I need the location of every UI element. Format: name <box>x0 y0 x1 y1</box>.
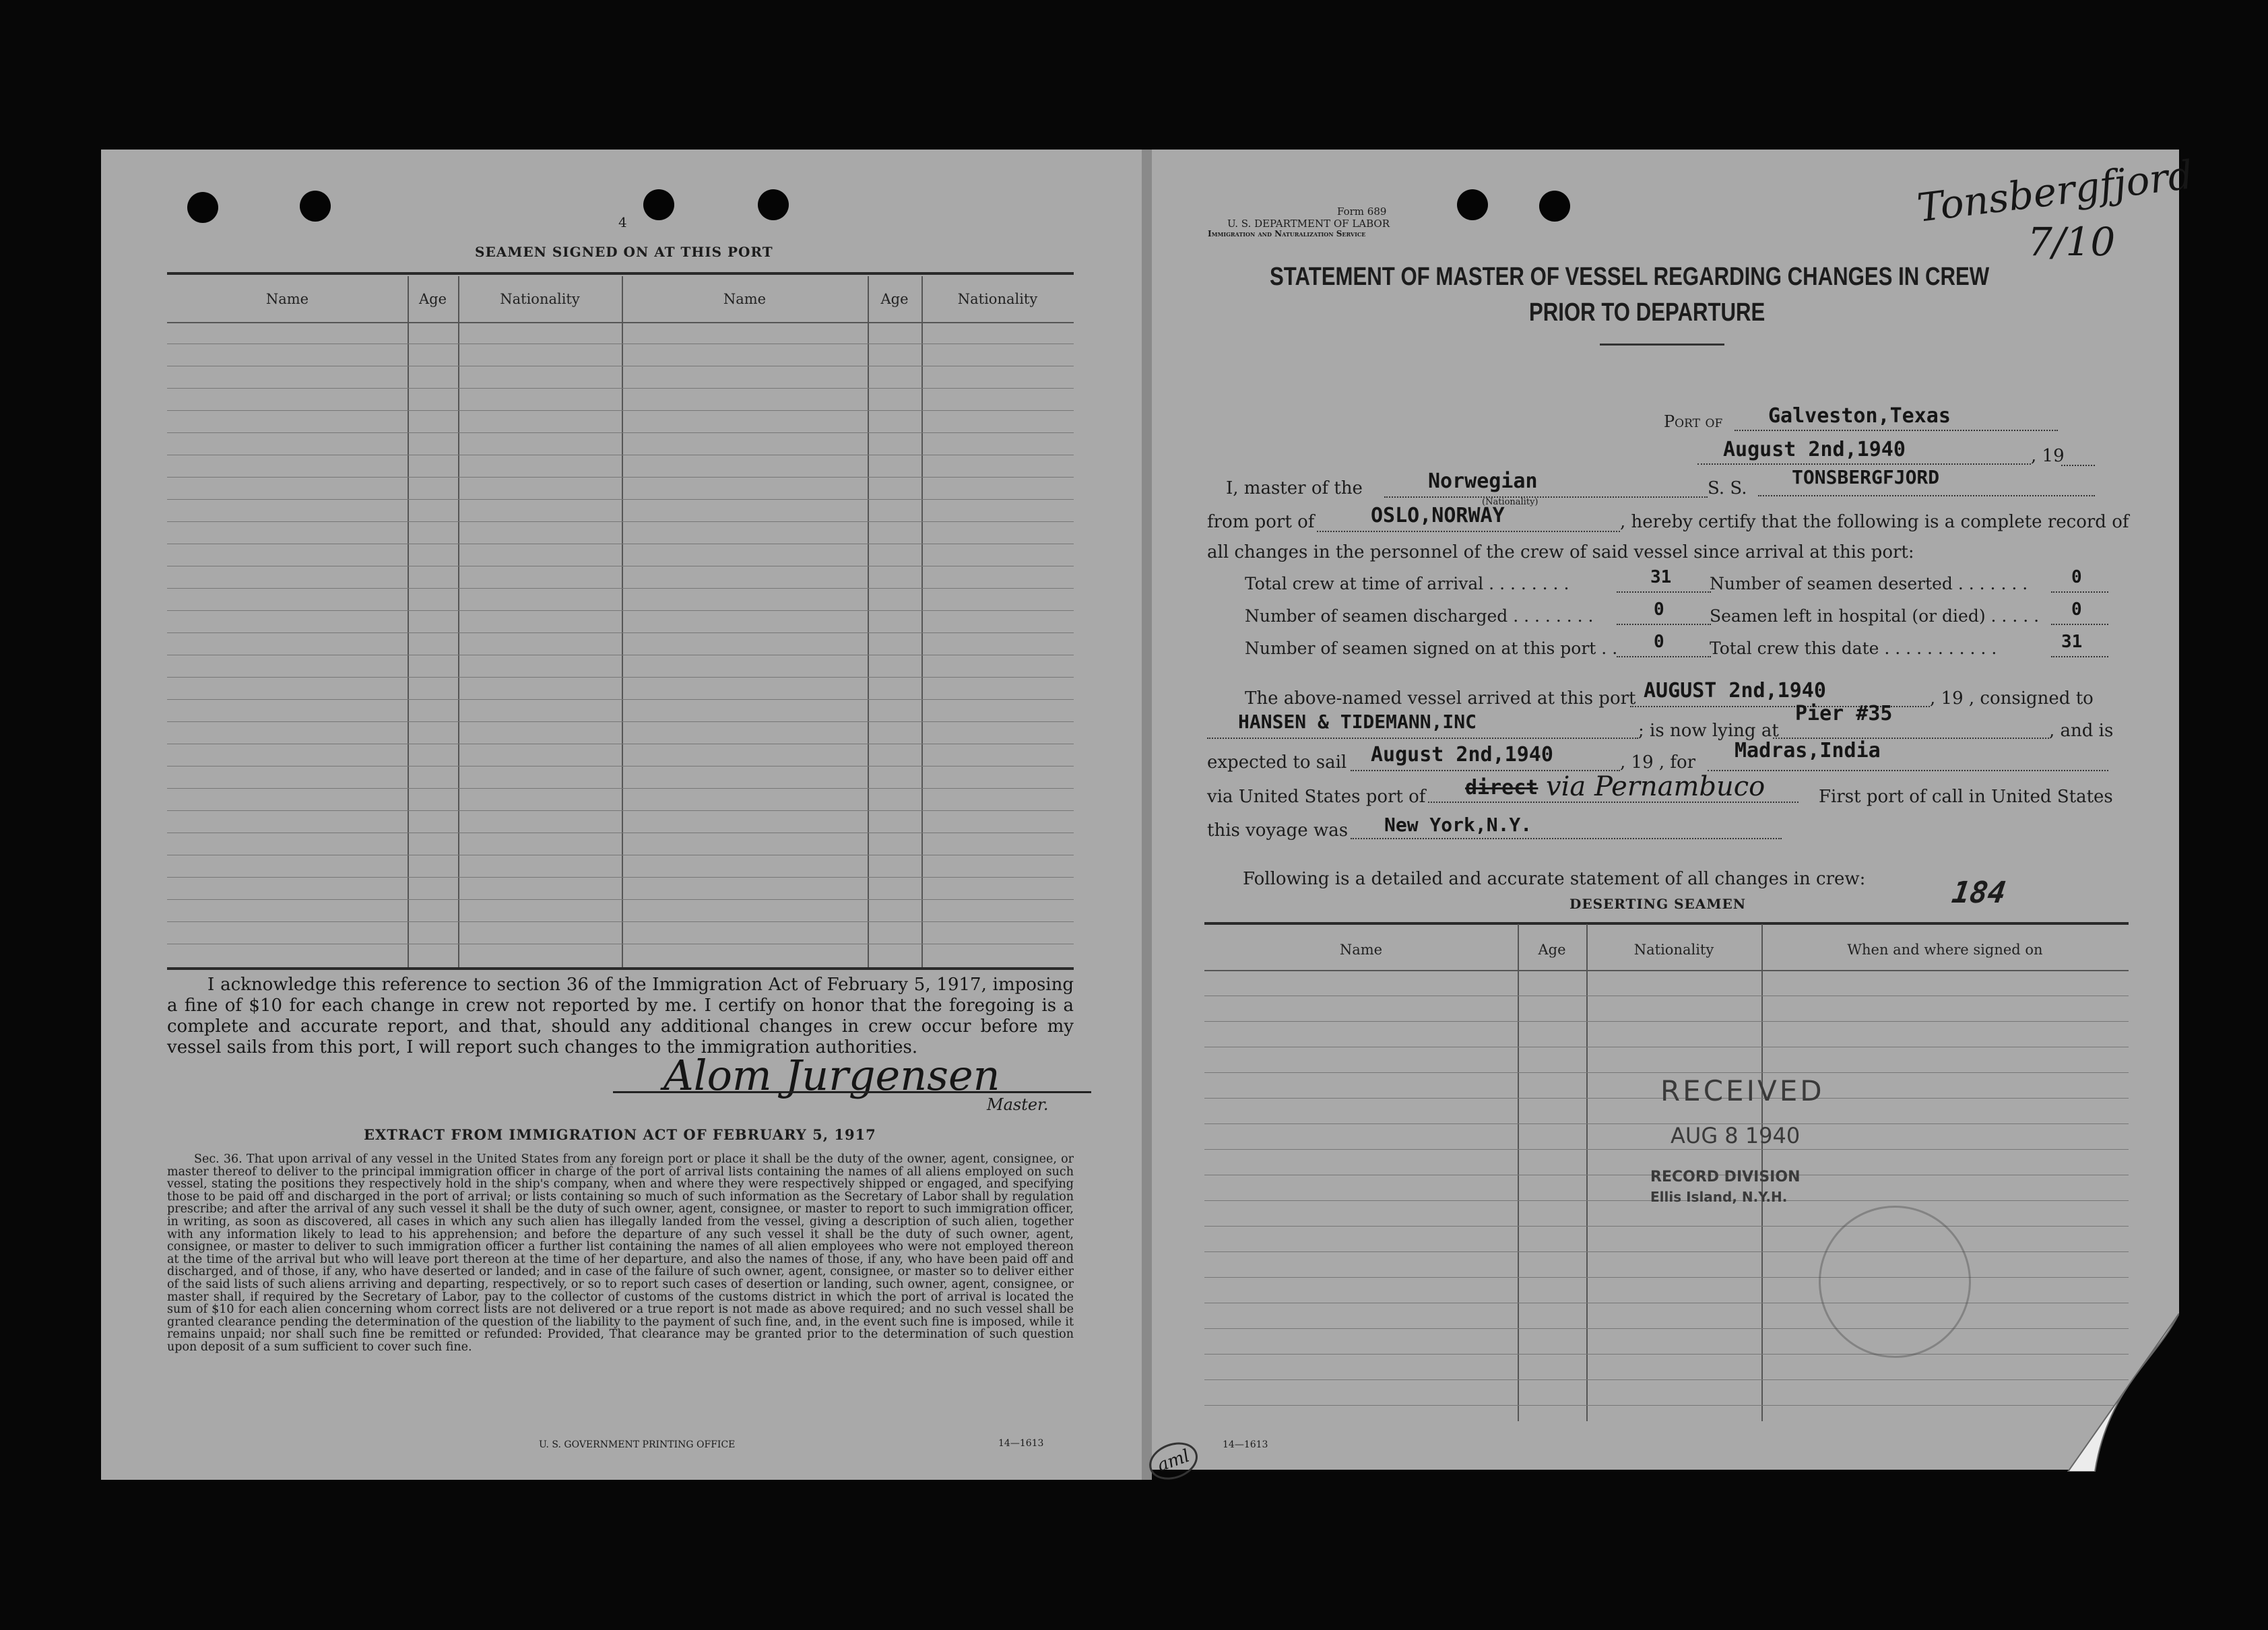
punch-hole <box>1539 191 1570 222</box>
master-signature: Alom Jurgensen <box>663 1051 1000 1100</box>
from-port-value: OSLO,NORWAY <box>1371 504 1505 527</box>
table-row <box>167 588 1074 589</box>
column-header-nationality: Nationality <box>500 291 580 307</box>
column-header-name: Name <box>723 291 767 307</box>
table-row <box>167 499 1074 500</box>
table-row <box>1204 1405 2129 1406</box>
punch-hole <box>187 192 218 223</box>
table-row <box>167 788 1074 789</box>
table-row <box>1204 1123 2129 1124</box>
table-row <box>1204 1149 2129 1150</box>
certify-text-2: all changes in the personnel of the crew of said vessel since arrival at this port: <box>1207 542 1914 562</box>
via-typed-struck: direct <box>1465 776 1538 800</box>
table-row <box>1204 1021 2129 1022</box>
table-row <box>167 388 1074 389</box>
table-row <box>167 432 1074 433</box>
stat-label: Number of seamen discharged . . . . . . . . <box>1245 606 1594 626</box>
table-row <box>167 610 1074 611</box>
page-curl <box>1994 1313 2179 1472</box>
certify-text: , hereby certify that the following is a complete record of <box>1620 512 2129 532</box>
stamp-received: RECEIVED <box>1660 1074 1825 1107</box>
stamp-division: RECORD DIVISION <box>1650 1169 1801 1185</box>
arrived-label: The above-named vessel arrived at this port <box>1245 688 1636 709</box>
section-title: SEAMEN SIGNED ON AT THIS PORT <box>475 244 773 260</box>
table-row <box>167 410 1074 411</box>
department: U. S. DEPARTMENT OF LABOR <box>1227 218 1390 230</box>
stamped-number: 184 <box>1949 876 2009 910</box>
acknowledgement-text: I acknowledge this reference to section 36 of the Immigration Act of February 5, 1917, imposing a fine of $10 for each change in crew not reported by me. I certify on honor that the foregoing is a complete and accurate report, and that, should any additional changes in crew occur before my vessel sails from this port, I will report such changes to the immigration authorities. <box>167 975 1074 1057</box>
table-row <box>167 899 1074 900</box>
column-header-age: Age <box>1538 942 1566 958</box>
page-fold <box>1142 150 1152 1480</box>
punch-hole <box>300 191 331 222</box>
pier-value: Pier #35 <box>1795 702 1893 725</box>
voyage-value: New York,N.Y. <box>1384 814 1532 836</box>
form-title-line1: STATEMENT OF MASTER OF VESSEL REGARDING CHANGES IN CREW <box>1270 263 1990 291</box>
following-text: Following is a detailed and accurate statement of all changes in crew: <box>1243 869 1866 889</box>
for-text: , 19 , for <box>1620 752 1696 773</box>
column-header-age: Age <box>418 291 447 307</box>
stat-label: Number of seamen deserted . . . . . . . <box>1710 574 2028 593</box>
form-title-line2: PRIOR TO DEPARTURE <box>1529 298 1765 327</box>
destination: Madras,India <box>1735 739 1881 762</box>
table-row <box>167 632 1074 633</box>
port-value: Galveston,Texas <box>1768 404 1951 428</box>
round-seal-stamp <box>1819 1206 1971 1358</box>
form-code: 14—1613 <box>998 1438 1044 1449</box>
table-row <box>1204 1251 2129 1252</box>
port-label: Port of <box>1664 412 1723 431</box>
punch-hole <box>758 189 789 220</box>
stat-value: 0 <box>2071 599 2082 620</box>
table-row <box>1204 1072 2129 1073</box>
service-name: Immigration and Naturalization Service <box>1208 229 1366 238</box>
first-port-text: First port of call in United States <box>1819 787 2113 807</box>
ss-label: S. S. <box>1708 478 1747 498</box>
stat-label: Total crew this date . . . . . . . . . . . <box>1710 639 1997 658</box>
arrived-date: AUGUST 2nd,1940 <box>1644 679 1826 703</box>
master-label: Master. <box>987 1095 1049 1114</box>
stat-label: Number of seamen signed on at this port . . <box>1245 639 1618 658</box>
table-row <box>167 677 1074 678</box>
stamp-date: AUG 8 1940 <box>1671 1123 1801 1148</box>
extract-text: Sec. 36. That upon arrival of any vessel in the United States from any foreign port or place it shall be the duty of the owner, agent, consignee, or master thereof to deliver to the principal immigration officer in charge of the port of arrival lists containing the names of all aliens employed on such vessel, stating the positions they respectively hold in the ship's company, when and where they were respectively shipped or engaged, and specifying those to be paid off and discharged in the port of arrival; or lists containing so much of such information as the Secretary of Labor shall by regulation prescribe; and after the arrival of any such vessel it shall be the duty of such owner, agent, consignee, or master to report to such immigration officer, in writing, as soon as discovered, all cases in which any such alien has illegally landed from the vessel, giving a description of such alien, together with any information likely to lead to his apprehension; and before the departure of any such vessel it shall be the duty of such owner, agent, consignee, or master to deliver to such immigration officer a further list containing the names of all alien employees who were not employed thereon at the time of the arrival but who will leave port thereon at the time of her departure, and also the names of those, if any, who have been paid off and discharged, and of those, if any, who have deserted or landed; and in case of the failure of such owner, agent, consignee, or master so to deliver either of the said lists of such aliens arriving and departing, respectively, or so to report such cases of desertion or landing, such owner, agent, consignee, or master shall, if required by the Secretary of Labor, pay to the collector of customs of the customs district in which the port of arrival is located the sum of $10 for each alien concerning whom correct lists are not delivered or a true report is not made as above required; and no such vessel shall be granted clearance pending the determination of the question of the liability to the payment of such fine, and, in the event such fine is imposed, while it remains unpaid; nor shall such fine be remitted or refunded: Provided, That clearance may be granted prior to the determination of such question upon deposit of a sum sufficient to cover such fine. <box>167 1152 1074 1354</box>
table-row <box>1204 1226 2129 1227</box>
master-of-label: I, master of the <box>1226 478 1363 498</box>
column-header-when-where: When and where signed on <box>1847 942 2043 958</box>
stat-value: 0 <box>1654 599 1664 620</box>
stat-label: Total crew at time of arrival . . . . . . . . <box>1245 574 1569 593</box>
consigned-text: , 19 , consigned to <box>1930 688 2094 709</box>
stamp-place: Ellis Island, N.Y.H. <box>1650 1189 1788 1205</box>
table-row <box>1204 1277 2129 1278</box>
stat-value: 31 <box>2061 632 2083 652</box>
extract-title: EXTRACT FROM IMMIGRATION ACT OF FEBRUARY 5, 1917 <box>364 1126 876 1143</box>
punch-hole <box>643 189 674 220</box>
nationality-caption: (Nationality) <box>1482 497 1538 507</box>
consignee: HANSEN & TIDEMANN,INC <box>1238 711 1477 733</box>
sail-date: August 2nd,1940 <box>1371 743 1553 767</box>
table-row <box>167 810 1074 811</box>
right-page <box>1152 150 2179 1470</box>
from-port-label: from port of <box>1207 512 1315 532</box>
page-number: 4 <box>618 214 627 230</box>
deserting-title: DESERTING SEAMEN <box>1569 896 1746 912</box>
table-row <box>167 877 1074 878</box>
column-header-nationality: Nationality <box>957 291 1038 307</box>
stat-label: Seamen left in hospital (or died) . . . . . <box>1710 606 2040 626</box>
column-header-age: Age <box>880 291 909 307</box>
table-row <box>167 699 1074 700</box>
form-number: Form 689 <box>1337 205 1387 218</box>
printing-office: U. S. GOVERNMENT PRINTING OFFICE <box>539 1439 736 1450</box>
via-handwritten: via Pernambuco <box>1546 771 1765 802</box>
punch-hole <box>1457 189 1488 220</box>
voyage-label: this voyage was <box>1207 820 1349 841</box>
via-label: via United States port of <box>1207 787 1426 807</box>
table-row <box>167 766 1074 767</box>
expected-label: expected to sail <box>1207 752 1347 773</box>
table-row <box>167 921 1074 922</box>
initials-stamp: aml <box>1144 1436 1203 1486</box>
table-row <box>167 521 1074 522</box>
column-header-name: Name <box>265 291 309 307</box>
stat-value: 0 <box>1654 632 1664 652</box>
and-is-text: , and is <box>2049 721 2114 741</box>
table-row <box>167 721 1074 722</box>
bottom-form-code: 14—1613 <box>1223 1439 1268 1450</box>
table-row <box>167 477 1074 478</box>
nationality-value: Norwegian <box>1428 469 1538 493</box>
date-year-suffix: , 19 <box>2031 446 2065 466</box>
table-row <box>1204 1379 2129 1380</box>
stat-value: 0 <box>2071 567 2082 587</box>
handwritten-ship-name: Tonsbergfjord <box>1914 152 2196 231</box>
ship-name: TONSBERGFJORD <box>1792 466 1940 488</box>
lying-label: ; is now lying at <box>1638 721 1779 741</box>
column-header-nationality: Nationality <box>1633 942 1714 958</box>
table-row <box>1204 1354 2129 1355</box>
handwritten-number: 7/10 <box>2028 219 2116 265</box>
stat-value: 31 <box>1650 567 1672 587</box>
date-value: August 2nd,1940 <box>1723 438 1906 461</box>
column-header-name: Name <box>1339 942 1383 958</box>
table-row <box>1204 1328 2129 1329</box>
